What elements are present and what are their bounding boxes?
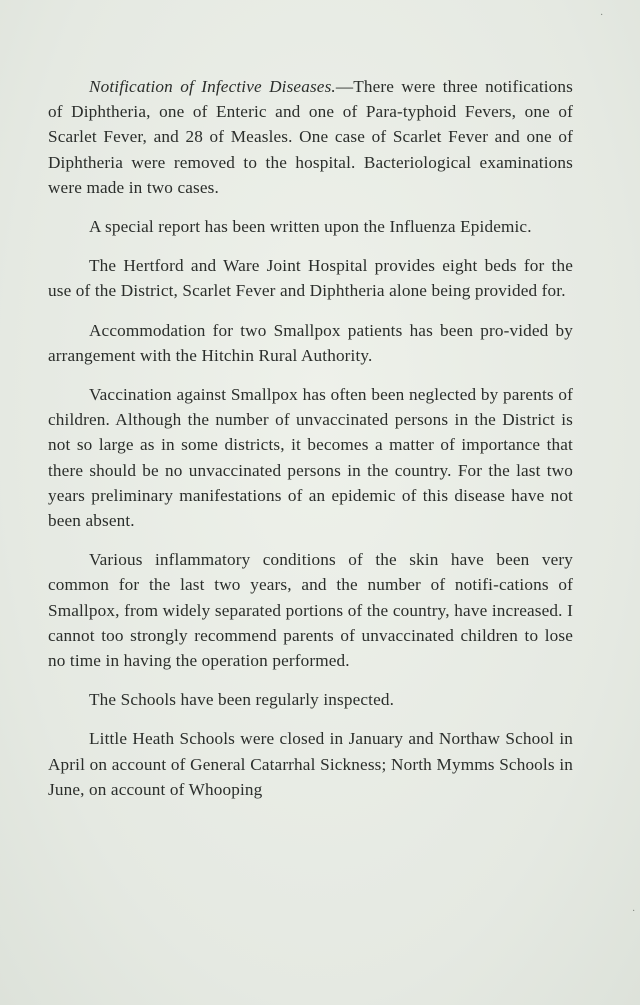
section-heading: Notification of Infective Diseases. <box>89 77 336 96</box>
paragraph-vaccination: Vaccination against Smallpox has often been neglected by parents of children. Although the number of unvaccinated persons in the District is not so large as in some districts, it becomes a matter of importance that there should be no unvaccinated persons in the country. For the last two years preliminary manifestations of an epidemic of this disease have not been absent. <box>48 385 573 531</box>
paragraph-skin-conditions: Various inflammatory conditions of the skin have been very common for the last two years, and the number of notifi-cations of Smallpox, from widely separated portions of the country, have increased. I cannot too strongly recommend parents of unvaccinated children to lose no time in having the operation performed. <box>48 550 573 671</box>
paper-speck: · <box>632 906 636 917</box>
paragraph-influenza: A special report has been written upon the Influenza Epidemic. <box>89 217 532 237</box>
document-page <box>48 74 573 802</box>
paragraph-school-closures: Little Heath Schools were closed in January and Northaw School in April on account of General Catarrhal Sickness; North Mymms Schools in June, on account of Whooping <box>48 729 573 799</box>
paragraph-hospital: The Hertford and Ware Joint Hospital provides eight beds for the use of the District, Scarlet Fever and Diphtheria alone being provided for. <box>48 256 573 301</box>
paragraph-notification <box>48 74 573 200</box>
paper-speck: · <box>600 10 604 21</box>
paragraph-accommodation: Accommodation for two Smallpox patients has been pro-vided by arrangement with the Hitchin Rural Authority. <box>48 320 573 365</box>
paragraph-text: —There were three notifications of Diphtheria, one of Enteric and one of Para-typhoid Fevers, one of Scarlet Fever, and 28 of Measles. One case of Scarlet Fever and one of Diphtheria were removed to the hospital. Bacteriological examinations were made in two cases. <box>48 77 573 197</box>
paragraph-schools-inspected: The Schools have been regularly inspected. <box>89 690 395 710</box>
